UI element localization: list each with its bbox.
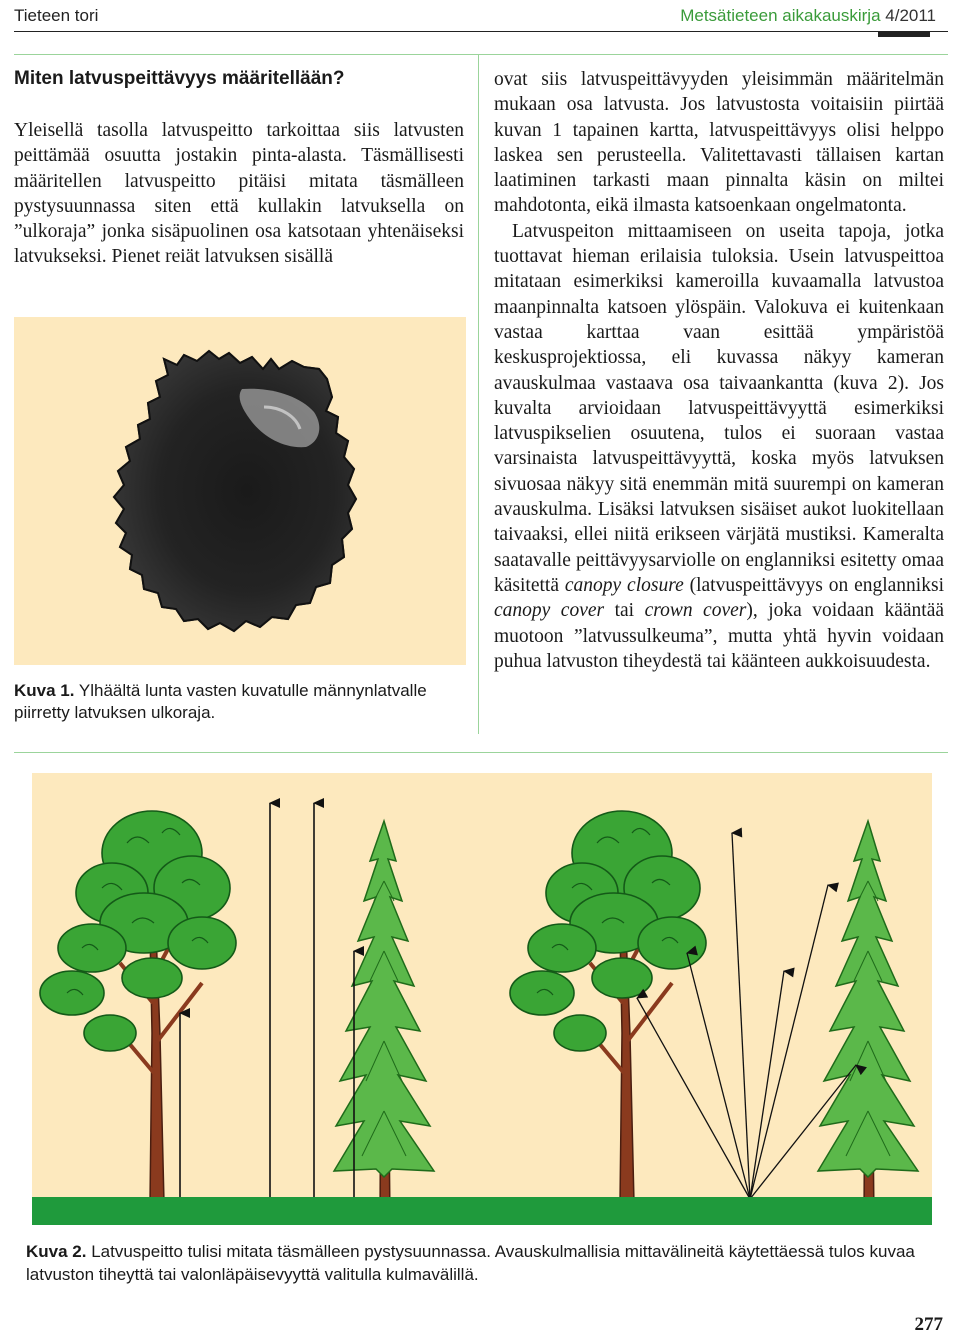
trees-diagram [32, 773, 932, 1225]
right-paragraph-2-part-c: tai [614, 600, 635, 622]
ground-strip [32, 1197, 932, 1225]
spruce-tree-left [334, 821, 434, 1221]
left-column-text [14, 118, 464, 278]
figure-2-label: Kuva 2. [26, 1242, 87, 1261]
pine-tree-left [40, 811, 236, 1203]
running-header-journal [680, 6, 936, 26]
journal-title: Metsätieteen aikakauskirja [680, 6, 881, 25]
crown-outline-image [14, 317, 466, 665]
left-scene-vertical [40, 803, 434, 1221]
left-paragraph: Yleisellä tasolla latvuspeitto tarkoittaa siis latvusten peittämää osuutta jostakin pinta-alasta. Täsmällisesti määritellen latvuspeitto pitäisi mitata täsmälleen pystysuunnassa siten että kullakin latvuksella on ”ulkoraja” jonka sisäpuolinen osa katsotaan yhtenäiseksi latvukseksi. Pienet reiät latvuksen sisällä [14, 120, 464, 268]
right-paragraph-2-part-d: ), joka voidaan kääntää muotoon ”latvussulkeuma”, mutta yhtä hyvin voidaan puhua latvuston tiheydestä tai käänteen aukkoisuudesta. [494, 600, 945, 672]
term-canopy-closure: canopy closure [564, 574, 684, 596]
top-frame-rule [14, 54, 948, 55]
header-rule [14, 31, 948, 32]
section-heading: Miten latvuspeittävyys määritellään? [14, 68, 345, 89]
figure-frame-rule [14, 752, 948, 753]
spruce-tree-right [818, 821, 918, 1221]
figure-1-caption [14, 680, 468, 724]
figure-2-caption [26, 1240, 938, 1286]
figure-2-measurement-diagram [32, 773, 932, 1225]
right-paragraph-1: ovat siis latvuspeittävyyden yleisimmän määritelmän mukaan osa latvusta. Jos latvustosta voitaisiin piirtää kuvan 1 tapainen kartta, latvuspeittävyys olisi helppo laskea sen perusteella. Valitettavasti tällaisen kartan laatiminen tarkasti maan pinnalta käsin on miltei mahdotonta, eikä ilmasta katsoenkaan ongelmatonta. [494, 69, 944, 217]
term-canopy-cover: canopy cover [494, 600, 605, 622]
figure-1-crown-map [14, 317, 466, 665]
figure-1-label: Kuva 1. [14, 681, 75, 700]
pine-tree-right [510, 811, 706, 1203]
right-column-text [494, 67, 944, 674]
journal-issue: 4/2011 [885, 6, 936, 25]
right-paragraph-2-part-b: (latvuspeittävyys on englanniksi [689, 574, 944, 596]
page-number: 277 [914, 1314, 943, 1335]
figure-2-caption-text: Latvuspeitto tulisi mitata täsmälleen pystysuunnassa. Avauskulmallisia mittavälineitä käytettäessä tulos kuvaa latvuston tiheyttä tai valonläpäisevyyttä valitulla kulmavälillä. [26, 1242, 915, 1284]
right-paragraph-2-part-a: Latvuspeiton mittaamiseen on useita tapoja, jotka tuottavat hieman erilaisia tuloksia. Usein latvuspeittoa mitataan esimerkiksi kameroilla kuvaamalla latvustoa maanpinnalta katsoen ylöspäin. Valokuva ei kuitenkaan vastaa karttaa vaan esittää ympäristöä keskusprojektiossa, eli kuvassa näkyy kameran avauskulmaa vastaava osa taivaankantta (kuva 2). Jos kuvalta arvioidaan latvuspeittävyyttä esimerkiksi latvuspikselien osuutena, tulos ei suoraan vastaa varsinaista latvuspeittävyyttä, koska myös latvuksen sivuosaa näkyy sitä enemmän mitä suurempi on kameran avauskulma. Lisäksi latvuksen sisäiset aukot luokitellaan taivaaksi, ellei niitä erikseen värjätä mustiksi. Kameralta saatavalle peittävyysarviolle on englanniksi esitetty omaa käsitettä [494, 220, 944, 596]
figure-1-caption-text: Ylhäältä lunta vasten kuvatulle männynlatvalle piirretty latvuksen ulkoraja. [14, 681, 427, 722]
right-paragraph-2 [494, 219, 944, 674]
column-divider [478, 54, 479, 734]
running-header-section: Tieteen tori [14, 6, 99, 25]
term-crown-cover: crown cover [644, 600, 747, 622]
header-bar [878, 32, 930, 37]
right-scene-angular [510, 811, 918, 1221]
